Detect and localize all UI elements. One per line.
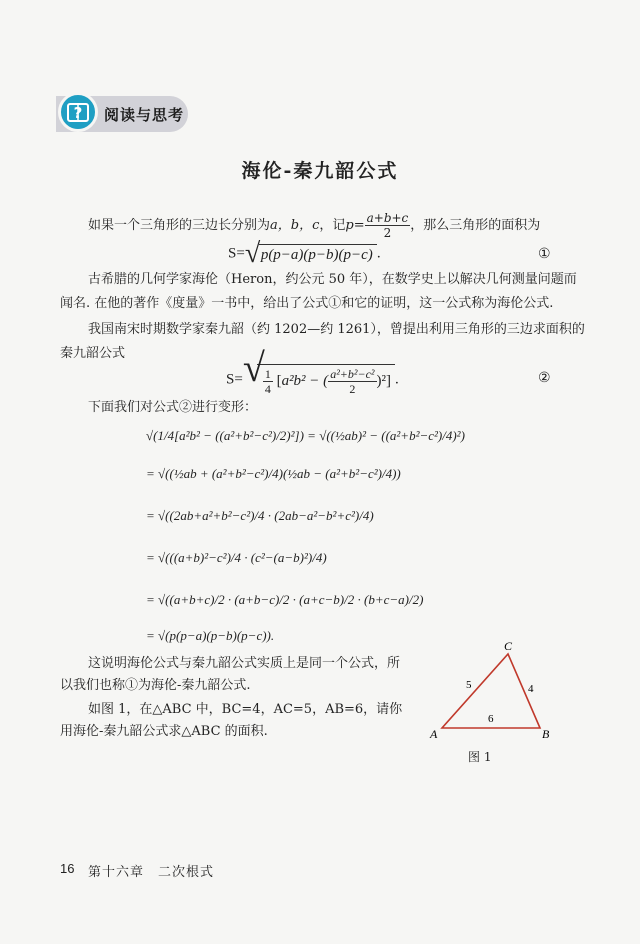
formula-qin-tail: . [395,371,399,388]
formula-qin-frac-n: 1 [264,367,271,381]
p-fraction [365,211,411,240]
intro-text-a: 如果一个三角形的三边长分别为 [88,218,271,233]
paragraph-conclusion-line1: 这说明海伦公式与秦九韶公式实质上是同一个公式，所 [88,656,401,671]
question-book-icon [58,92,98,132]
formula-qin [226,345,399,396]
p-fraction-numerator: a+b+c [366,211,409,225]
formula-heron-radical: √ p(p−a)(p−b)(p−c) [245,244,377,264]
paragraph-intro [88,211,540,240]
derivation-line: = √(((a+b)²−c²)/4 · (c²−(a−b)²)/4) [146,550,327,565]
formula-qin-inner-b: )² [376,372,387,389]
intro-text-c: ，那么三角形的面积为 [410,218,541,233]
vertex-b-label: B [542,727,550,741]
formula-qin-inner-n: a²+b²−c² [330,367,375,381]
p-fraction-denominator: 2 [383,226,392,240]
formula-qin-frac-d: 4 [264,382,271,396]
formula-qin-radical: √ $\frac{1}{4}$ [a²b² − ( $\frac{\text{a²+b²−c²}}{2}$ )²] [243,364,395,396]
section-label: 阅读与思考 [104,106,185,124]
formula-heron-radicand: p(p−a)(p−b)(p−c) [259,244,377,264]
paragraph-conclusion-line2: 以我们也称①为海伦-秦九韶公式. [60,678,251,693]
figure-caption: 图 1 [468,750,492,764]
derivation-line: = √((a+b+c)/2 · (a+b−c)/2 · (a+c−b)/2 · (b+c−a)/2) [146,592,424,607]
paragraph-heron-line1: 古希腊的几何学家海伦（Heron，约公元 50 年），在数学史上以解决几何测量问题而 [88,272,577,287]
intro-text-b: ，记 [319,218,346,233]
equation-number-2: ② [538,370,551,386]
chapter-title: 第十六章 二次根式 [88,865,215,880]
paragraph-heron-line2: 闻名. 在他的著作《度量》一书中，给出了公式①和它的证明，这一公式称为海伦公式. [60,296,554,311]
side-ab-label: 6 [488,713,494,725]
p-definition: p= [345,218,365,233]
page-number: 16 [60,861,75,876]
formula-heron-lhs: S= [228,245,245,262]
paragraph-qin-line1: 我国南宋时期数学家秦九韶（约 1202—约 1261），曾提出利用三角形的三边求面积的 [88,322,585,337]
derivation-line: = √(p(p−a)(p−b)(p−c)). [146,628,275,643]
formula-qin-inner-d: 2 [349,382,356,396]
formula-heron [228,238,381,269]
triangle-figure [428,640,558,744]
page-title: 海伦-秦九韶公式 [241,160,399,182]
paragraph-qin-line2: 秦九韶公式 [60,346,126,361]
formula-heron-tail: . [376,245,381,262]
paragraph-exercise-line1: 如图 1，在△ABC 中，BC=4，AC=5，AB=6，请你 [88,702,403,717]
equation-number-1: ① [538,246,551,262]
paragraph-exercise-line2: 用海伦-秦九韶公式求△ABC 的面积. [60,724,268,739]
formula-qin-lhs: S= [226,371,243,388]
vertex-c-label: C [504,640,513,653]
vertex-a-label: A [430,727,438,741]
svg-text:?: ? [73,104,83,122]
derivation-line: = √((2ab+a²+b²−c²)/4 · (2ab−a²−b²+c²)/4) [146,508,374,523]
derivation-line: √(1/4[a²b² − ((a²+b²−c²)/2)²]) = √((½ab)² − ((a²+b²−c²)/4)²) [146,428,465,443]
side-bc-label: 4 [528,683,534,695]
side-ac-label: 5 [466,679,472,691]
paragraph-transform: 下面我们对公式②进行变形： [88,400,258,415]
derivation-line: = √((½ab + (a²+b²−c²)/4)(½ab − (a²+b²−c²)/4)) [146,466,401,481]
intro-vars: a，b，c [270,218,320,233]
formula-qin-inner-a: a²b² − ( [281,372,329,389]
